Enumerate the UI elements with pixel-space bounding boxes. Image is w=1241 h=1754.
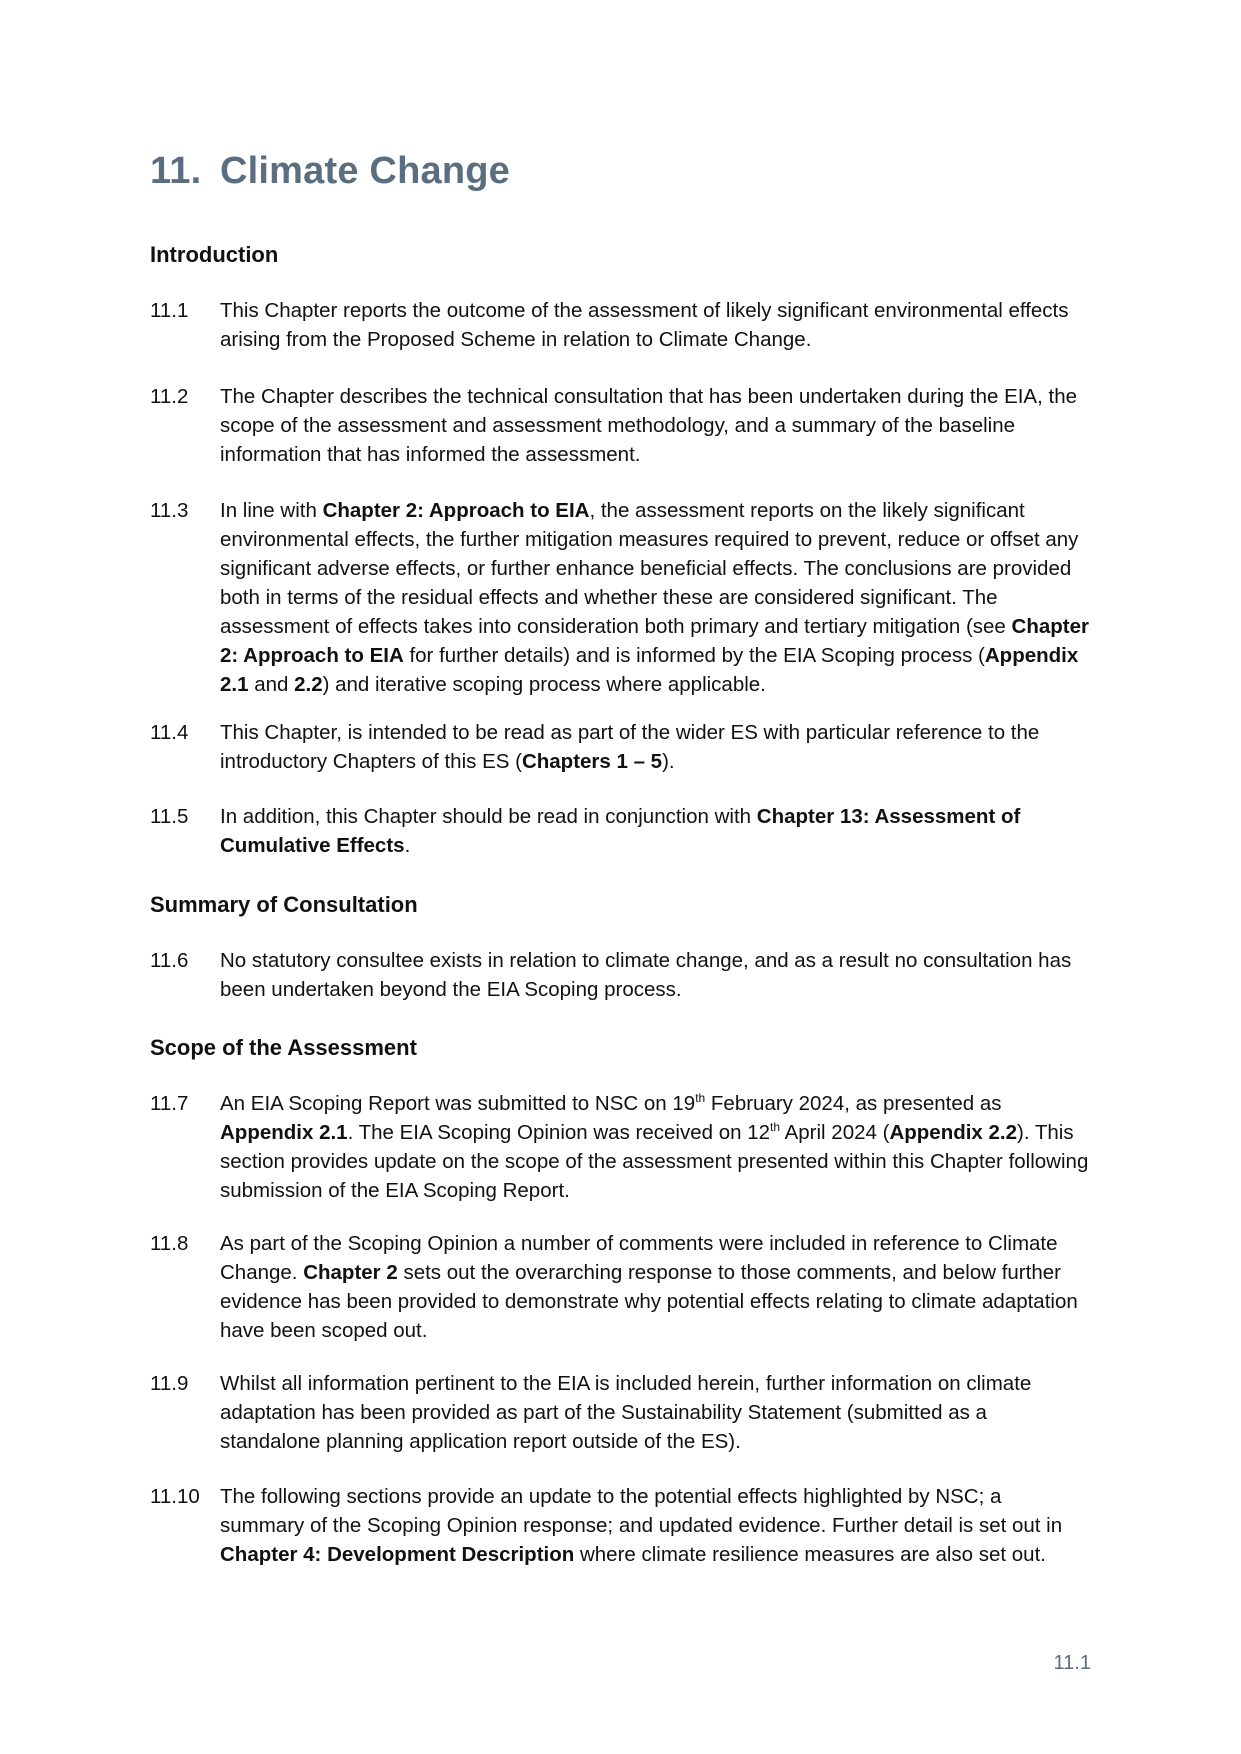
chapter-reference: Chapters 1 – 5 <box>521 750 663 773</box>
paragraph-number: 11.4 <box>150 721 189 744</box>
paragraph-11-9 <box>150 1369 1090 1456</box>
paragraph-text: No statutory consultee exists in relation to climate change, and as a result no consultation has been undertaken beyond the EIA Scoping process. <box>220 949 1072 1001</box>
chapter-reference: Chapter 2: Approach to EIA <box>220 615 1090 667</box>
paragraph-11-10 <box>150 1482 1090 1569</box>
paragraph-text: The following sections provide an update to the potential effects highlighted by NSC; a summary of the Scoping Opinion response; and updated evidence. Further detail is set out in Chapter 4: Development Description where climate resilience measures are also set out. <box>220 1485 1063 1566</box>
chapter-title-text: Climate Change <box>220 150 510 192</box>
paragraph-text: In line with Chapter 2: Approach to EIA, the assessment reports on the likely significant environmental effects, the further mitigation measures required to prevent, reduce or offset any significant adverse effects, or further enhance beneficial effects. The conclusions are provided both in terms of the residual effects and whether these are considered significant. The assessment of effects takes into consideration both primary and tertiary mitigation (see Chapter 2: Approach to EIA for further details) and is informed by the EIA Scoping process (Appendix 2.1 and 2.2) and iterative scoping process where applicable. <box>220 499 1090 696</box>
paragraph-number: 11.1 <box>150 299 189 322</box>
paragraph-11-7 <box>150 1089 1090 1205</box>
paragraph-text: The Chapter describes the technical consultation that has been undertaken during the EIA, the scope of the assessment and assessment methodology, and a summary of the baseline information that has informed the assessment. <box>220 385 1077 466</box>
paragraph-11-2 <box>150 382 1090 469</box>
paragraph-number: 11.5 <box>150 805 189 828</box>
paragraph-text: An EIA Scoping Report was submitted to NSC on 19th February 2024, as presented as Appendix 2.1. The EIA Scoping Opinion was received on 12th April 2024 (Appendix 2.2). This section provides update on the scope of the assessment presented within this Chapter following submission of the EIA Scoping Report. <box>220 1091 1089 1202</box>
paragraph-11-6 <box>150 946 1090 1004</box>
paragraph-text: As part of the Scoping Opinion a number of comments were included in reference to Climate Change. Chapter 2 sets out the overarching response to those comments, and below further evidence has been provided to demonstrate why potential effects relating to climate adaptation have been scoped out. <box>220 1232 1078 1342</box>
paragraph-number: 11.3 <box>150 499 189 522</box>
page-number: 11.1 <box>1053 1652 1091 1674</box>
appendix-reference: Appendix 2.2 <box>889 1121 1018 1144</box>
paragraph-11-3 <box>150 496 1090 699</box>
paragraph-number: 11.2 <box>150 385 189 408</box>
paragraph-text: This Chapter reports the outcome of the assessment of likely significant environmental effects arising from the Proposed Scheme in relation to Climate Change. <box>220 299 1069 351</box>
chapter-title <box>150 150 510 193</box>
paragraph-text: In addition, this Chapter should be read in conjunction with Chapter 13: Assessment of Cumulative Effects. <box>220 805 1021 857</box>
heading-introduction: Introduction <box>150 242 279 267</box>
heading-scope-of-the-assessment: Scope of the Assessment <box>150 1035 417 1060</box>
paragraph-11-1 <box>150 296 1090 354</box>
appendix-reference: Appendix 2.1 <box>220 1121 348 1144</box>
chapter-reference: Chapter 13: Assessment of Cumulative Effects <box>220 805 1021 857</box>
paragraph-number: 11.10 <box>150 1485 200 1508</box>
chapter-reference: Chapter 4: Development Description <box>220 1543 575 1566</box>
paragraph-number: 11.7 <box>150 1092 189 1115</box>
appendix-reference: Appendix 2.1 <box>220 644 1079 696</box>
paragraph-number: 11.8 <box>150 1232 189 1255</box>
paragraph-11-4 <box>150 718 1090 776</box>
chapter-reference: Chapter 2: Approach to EIA <box>322 499 590 522</box>
paragraph-number: 11.6 <box>150 949 189 972</box>
chapter-number: 11. <box>150 150 202 192</box>
paragraph-text: This Chapter, is intended to be read as part of the wider ES with particular reference to the introductory Chapters of this ES (Chapters 1 – 5). <box>220 721 1040 773</box>
appendix-reference: 2.2 <box>294 673 323 696</box>
paragraph-11-5 <box>150 802 1090 860</box>
paragraph-number: 11.9 <box>150 1372 189 1395</box>
paragraph-text: Whilst all information pertinent to the EIA is included herein, further information on climate adaptation has been provided as part of the Sustainability Statement (submitted as a standalone planning application report outside of the ES). <box>220 1372 1032 1453</box>
heading-summary-of-consultation: Summary of Consultation <box>150 892 418 917</box>
paragraph-11-8 <box>150 1229 1090 1345</box>
chapter-reference: Chapter 2 <box>303 1261 398 1284</box>
